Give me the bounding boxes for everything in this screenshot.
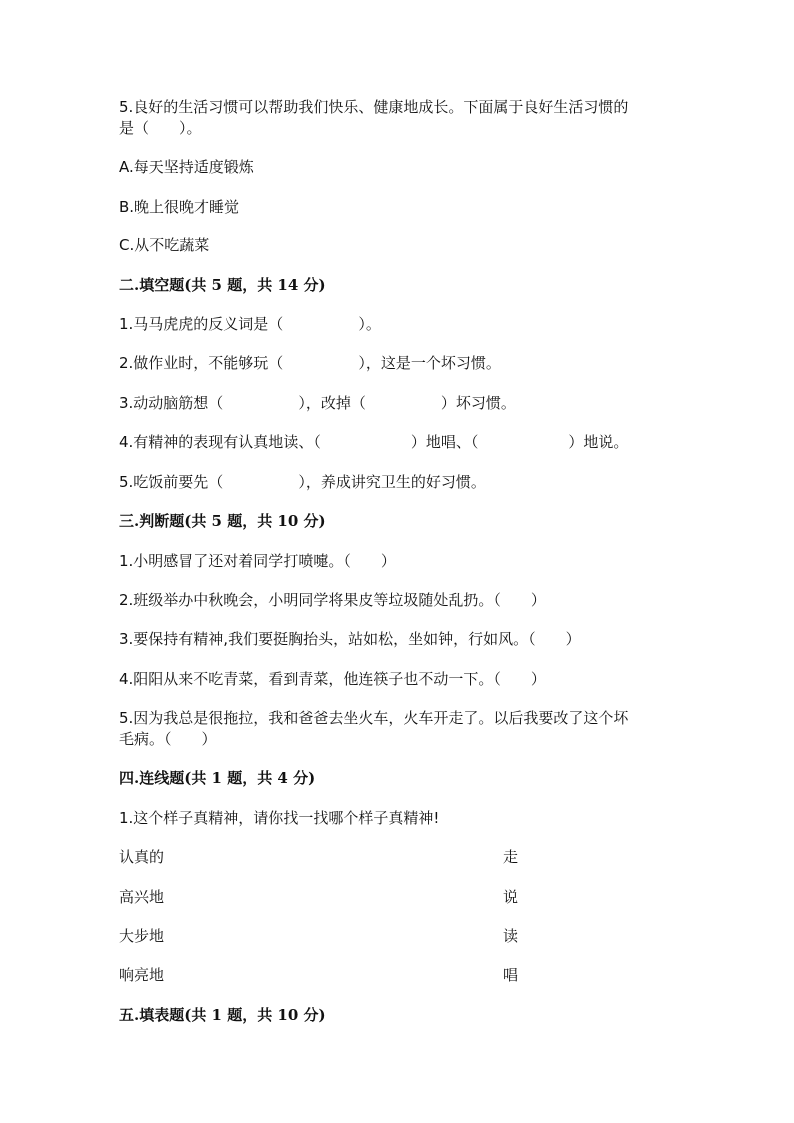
matching-left-item: 高兴地 [119,888,165,906]
judge-item-2: 2.班级举办中秋晚会，小明同学将果皮等垃圾随处乱扔。（ ） [119,591,546,609]
matching-right-item: 走 [503,848,519,866]
judge-item-5-line1: 5.因为我总是很拖拉，我和爸爸去坐火车，火车开走了。以后我要改了这个坏 [119,709,629,727]
section5-heading: 五.填表题(共 1 题，共 10 分) [119,1006,326,1024]
q5-option-b: B.晚上很晚才睡觉 [119,198,240,216]
judge-item-3: 3.要保持有精神,我们要挺胸抬头，站如松，坐如钟，行如风。（ ） [119,630,581,648]
fill-item-4: 4.有精神的表现有认真地读、（ ）地唱、（ ）地说。 [119,433,629,451]
matching-right-item: 读 [503,927,519,945]
matching-prompt: 1.这个样子真精神，请你找一找哪个样子真精神! [119,809,440,827]
fill-item-2: 2.做作业时，不能够玩（ ），这是一个坏习惯。 [119,354,501,372]
matching-left-item: 响亮地 [119,966,165,984]
q5-option-a: A.每天坚持适度锻炼 [119,158,254,176]
judge-item-1: 1.小明感冒了还对着同学打喷嚏。（ ） [119,552,396,570]
section2-heading: 二.填空题(共 5 题，共 14 分) [119,276,326,294]
fill-item-5: 5.吃饭前要先（ ），养成讲究卫生的好习惯。 [119,473,486,491]
section4-heading: 四.连线题(共 1 题，共 4 分) [119,769,316,787]
matching-left-item: 认真的 [119,848,165,866]
fill-item-1: 1.马马虎虎的反义词是（ ）。 [119,315,381,333]
q5-option-c: C.从不吃蔬菜 [119,236,210,254]
matching-left-item: 大步地 [119,927,165,945]
matching-right-item: 说 [503,888,519,906]
section3-heading: 三.判断题(共 5 题，共 10 分) [119,512,326,530]
q5-stem-line2: 是（ ）。 [119,119,202,137]
matching-right-item: 唱 [503,966,519,984]
judge-item-5-line2: 毛病。（ ） [119,730,217,748]
q5-stem-line1: 5.良好的生活习惯可以帮助我们快乐、健康地成长。下面属于良好生活习惯的 [119,98,629,116]
fill-item-3: 3.动动脑筋想（ ），改掉（ ）坏习惯。 [119,394,516,412]
judge-item-4: 4.阳阳从来不吃青菜，看到青菜，他连筷子也不动一下。（ ） [119,670,546,688]
